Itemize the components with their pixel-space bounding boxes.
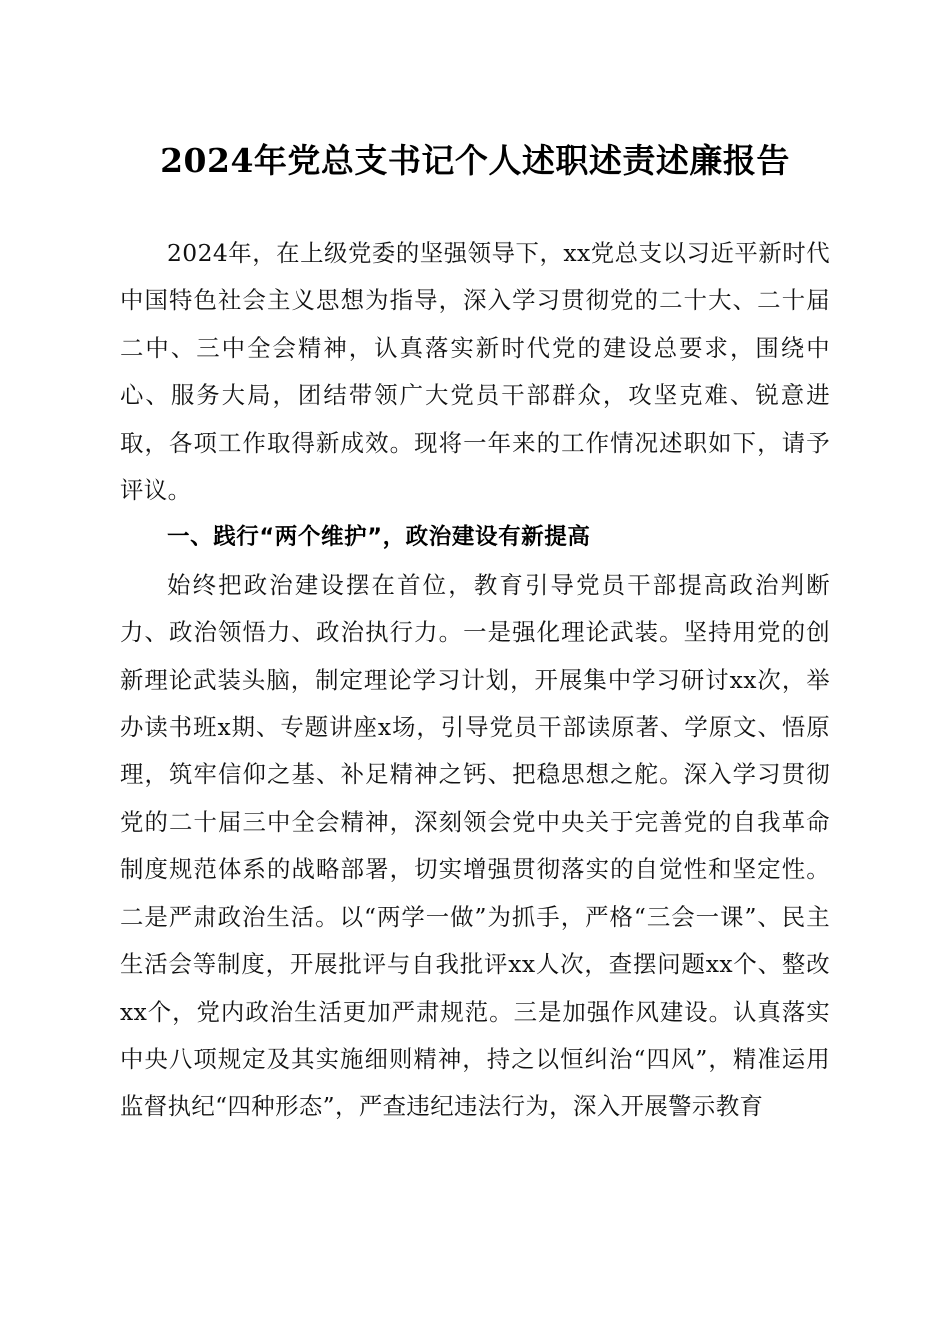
document-title: 2024年党总支书记个人述职述责述廉报告 xyxy=(160,141,790,180)
section-heading-political-construction: 一、践行“两个维护”，政治建设有新提高 xyxy=(167,524,591,551)
section-paragraph-political-construction: 始终把政治建设摆在首位，教育引导党员干部提高政治判断力、政治领悟力、政治执行力。一是强化理论武装。坚持用党的创新理论武装头脑，制定理论学习计划，开展集中学习研讨xx次，举办读书班x期、专题讲座x场，引导党员干部读原著、学原文、悟原理，筑牢信仰之基、补足精神之钙、把稳思想之舵。深入学习贯彻党的二十届三中全会精神，深刻领会党中央关于完善党的自我革命制度规范体系的战略部署，切实增强贯彻落实的自觉性和坚定性。二是严肃政治生活。以“两学一做”为抓手，严格“三会一课”、民主生活会等制度，开展批评与自我批评xx人次，查摆问题xx个、整改xx个，党内政治生活更加严肃规范。三是加强作风建设。认真落实中央八项规定及其实施细则精神，持之以恒纠治“四风”，精准运用监督执纪“四种形态”，严查违纪违法行为，深入开展警示教育 xyxy=(120,570,830,1121)
document-body xyxy=(120,230,830,1131)
intro-paragraph: 2024年，在上级党委的坚强领导下，xx党总支以习近平新时代中国特色社会主义思想为指导，深入学习贯彻党的二十大、二十届二中、三中全会精神，认真落实新时代党的建设总要求，围绕中心、服务大局，团结带领广大党员干部群众，攻坚克难、锐意进取，各项工作取得新成效。现将一年来的工作情况述职如下，请予评议。 xyxy=(120,239,830,505)
